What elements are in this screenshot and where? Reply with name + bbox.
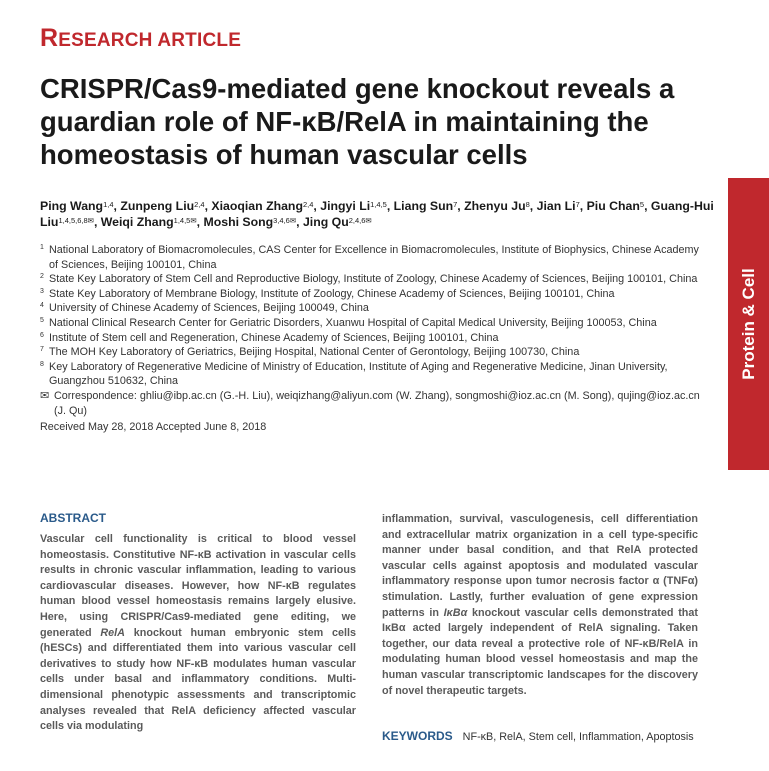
affiliation-text: The MOH Key Laboratory of Geriatrics, Beijing Hospital, National Center of Gerontology, Beijing 100730, China bbox=[49, 346, 580, 359]
author bbox=[211, 199, 313, 213]
author-affiliation-marker: 5 bbox=[639, 200, 645, 209]
author-affiliation-marker: 1,4,5✉ bbox=[173, 216, 197, 225]
affiliation bbox=[40, 287, 706, 302]
article-title: CRISPR/Cas9-mediated gene knockout reveals a guardian role of NF-κB/RelA in maintaining the homeostasis of human vascular cells bbox=[40, 73, 675, 170]
author-name: Liang Sun bbox=[393, 199, 454, 213]
author bbox=[120, 199, 204, 213]
author bbox=[303, 215, 372, 229]
author bbox=[587, 199, 644, 213]
author-name: Jingyi Li bbox=[320, 199, 371, 213]
affiliation bbox=[40, 316, 706, 331]
envelope-icon: ✉ bbox=[40, 389, 50, 402]
author-name: Zhenyu Ju bbox=[464, 199, 526, 213]
affiliation-number: 6 bbox=[40, 331, 44, 339]
author-affiliation-marker: 1,4 bbox=[103, 200, 114, 209]
keywords bbox=[382, 729, 698, 746]
abstract-text: Vascular cell functionality is critical to blood vessel homeostasis. Constitutive NF-κB activation in vascular cells results in chronic vascular inflammation, leading to various cardiovascular diseases. However, how NF-κB regulates human blood vessel homeostasis remains largely elusive. Here, using CRISPR/Cas9-mediated gene editing, we generated bbox=[40, 533, 356, 639]
abstract-column-left bbox=[40, 532, 356, 735]
affiliation-number: 7 bbox=[40, 346, 44, 354]
author-name: Weiqi Zhang bbox=[100, 215, 174, 229]
affiliation-list bbox=[40, 243, 706, 435]
author-affiliation-marker: 1,4,5,6,8✉ bbox=[58, 216, 94, 225]
affiliation-text: National Clinical Research Center for Geriatric Disorders, Xuanwu Hospital of Capital Medical University, Beijing 100053, China bbox=[49, 316, 657, 329]
article-type-label bbox=[40, 24, 241, 53]
affiliation-text: Institute of Stem cell and Regeneration, Chinese Academy of Sciences, Beijing 100101, China bbox=[49, 331, 499, 344]
affiliation-number: 5 bbox=[40, 316, 44, 324]
affiliation-number: 4 bbox=[40, 302, 44, 310]
author-name: Guang-Hui Liu bbox=[40, 199, 714, 229]
journal-side-tab bbox=[728, 178, 769, 470]
author bbox=[203, 215, 296, 229]
author-affiliation-marker: 2,4 bbox=[194, 200, 205, 209]
affiliation-text: Key Laboratory of Regenerative Medicine of Ministry of Education, Institute of Aging and Regenerative Medicine, Jinan University, Guangzhou 510632, China bbox=[49, 360, 668, 388]
affiliation-text: State Key Laboratory of Stem Cell and Reproductive Biology, Institute of Zoology, Chinese Academy of Sciences, Beijing 100101, China bbox=[49, 273, 698, 286]
abstract-text: knockout human embryonic stem cells (hESCs) and differentiated them into various vascular cell derivatives to study how NF-κB modulates human vascular cells under basal and inflammatory conditions. Multi-dimensional phenotypic assessments and transcriptomic analyses revealed that RelA deficiency affected vascular cells via modulating bbox=[40, 626, 356, 733]
author-name: Jian Li bbox=[536, 199, 576, 213]
affiliation bbox=[40, 301, 706, 316]
abstract-gene-name: IκBα bbox=[443, 606, 468, 619]
keywords-text: NF-κB, RelA, Stem cell, Inflammation, Apoptosis bbox=[462, 731, 694, 743]
affiliation-number: 8 bbox=[40, 360, 44, 368]
affiliation bbox=[40, 331, 706, 346]
author-affiliation-marker: 2,4 bbox=[302, 200, 314, 209]
affiliation-text: University of Chinese Academy of Sciences, Beijing 100049, China bbox=[49, 302, 369, 315]
abstract-text: knockout vascular cells demonstrated that IκBα acted largely independent of RelA signaling. Taken together, our data reveal a protective role of NF-κB/RelA in modulating human blood vessel homeostasis and map the human vascular transcriptomic landscapes for the discovery of novel therapeutic targets. bbox=[382, 606, 698, 697]
abstract-text: inflammation, survival, vasculogenesis, cell differentiation and extracellular matrix organization in a cell type-specific manner under basal condition, and that RelA protected vascular cells against apoptosis and modulated vascular inflammatory response upon tumor necrosis factor α (TNFα) stimulation. Lastly, further evaluation of gene expression patterns in bbox=[382, 513, 698, 619]
abstract-heading: ABSTRACT bbox=[40, 511, 106, 525]
affiliation-number: 1 bbox=[40, 244, 44, 251]
article-type-initial: R bbox=[40, 24, 59, 52]
affiliation-number: 3 bbox=[40, 287, 44, 295]
author bbox=[537, 199, 580, 213]
affiliation-text: State Key Laboratory of Membrane Biology, Institute of Zoology, Chinese Academy of Sciences, Beijing 100101, China bbox=[49, 287, 615, 300]
affiliation bbox=[40, 345, 706, 360]
author-name: Zunpeng Liu bbox=[120, 199, 195, 213]
author-affiliation-marker: 1,4,5 bbox=[370, 200, 387, 209]
author-affiliation-marker: 3,4,6✉ bbox=[273, 216, 297, 225]
received-dates: Received May 28, 2018 Accepted June 8, 2018 bbox=[40, 421, 267, 434]
author bbox=[101, 215, 197, 229]
affiliation-text: National Laboratory of Biomacromolecules, CAS Center for Excellence in Biomacromolecules, Institute of Biophysics, Chinese Academy of Sciences, Beijing 100101, China bbox=[49, 244, 699, 271]
affiliation bbox=[40, 360, 706, 389]
author-name: Ping Wang bbox=[40, 199, 104, 213]
author bbox=[394, 199, 458, 213]
author-name: Jing Qu bbox=[302, 215, 349, 229]
author bbox=[464, 199, 530, 213]
journal-name: Protein & Cell bbox=[738, 268, 758, 380]
author-affiliation-marker: 7 bbox=[575, 200, 580, 209]
author-affiliation-marker: 2,4,6✉ bbox=[348, 216, 372, 225]
author-name: Xiaoqian Zhang bbox=[211, 199, 303, 213]
correspondence-text: Correspondence: ghliu@ibp.ac.cn (G.-H. Liu), weiqizhang@aliyun.com (W. Zhang), songmoshi@ioz.ac.cn (M. Song), qujing@ioz.ac.cn (J. Qu) bbox=[54, 389, 700, 417]
author-name: Piu Chan bbox=[586, 199, 640, 213]
affiliation bbox=[40, 243, 706, 272]
author bbox=[40, 199, 114, 213]
author bbox=[320, 199, 387, 213]
correspondence bbox=[40, 389, 706, 418]
author-affiliation-marker: 7 bbox=[453, 200, 458, 209]
affiliation-number: 2 bbox=[40, 273, 44, 281]
author-name: Moshi Song bbox=[203, 215, 274, 229]
abstract-gene-name: RelA bbox=[100, 626, 125, 639]
author-affiliation-marker: 8 bbox=[525, 200, 530, 209]
article-type-rest: ESEARCH ARTICLE bbox=[58, 30, 242, 51]
affiliation bbox=[40, 272, 706, 287]
abstract-column-right bbox=[382, 512, 698, 699]
keywords-heading: KEYWORDS bbox=[382, 729, 453, 743]
author-list: Ping Wang$^{1,4}$, Zunpeng Liu$^{2,4}$, Xiaoqian Zhang$^{2,4}$, Jingyi Li$^{1,4,5}$, Liang Sun$^7$, Zhenyu Ju$^8$, Jian Li$^7$, Piu Chan$^5$, Guang-Hui Liu$^{1,4,5,6,8✉}$, Weiqi Zhang$^{1,4,5✉}$, Moshi Song$^{3,4,6✉}$, Jing $Qu^{2,4,6✉}$ bbox=[40, 199, 714, 229]
